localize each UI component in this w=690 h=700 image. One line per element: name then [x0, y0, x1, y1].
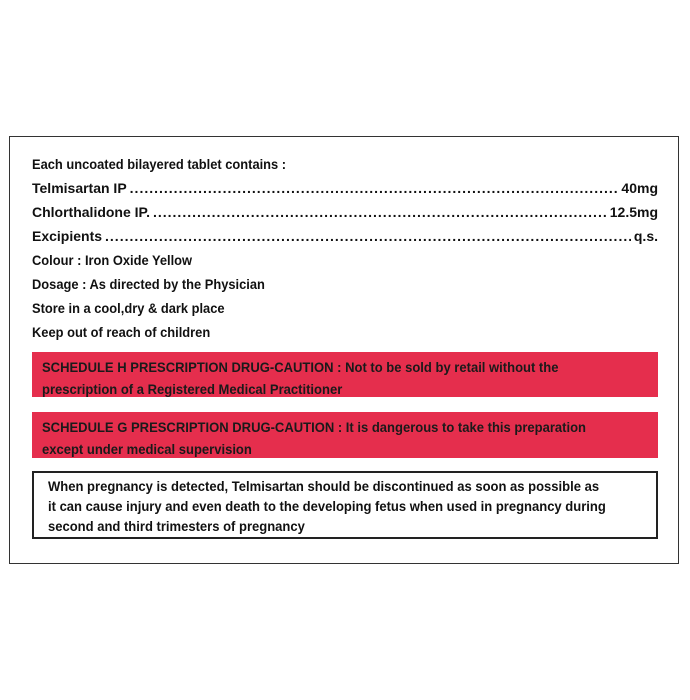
ingredient-amount: q.s. — [633, 228, 658, 244]
children-warning-line: Keep out of reach of children — [32, 324, 211, 340]
schedule-h-line-1: SCHEDULE H PRESCRIPTION DRUG-CAUTION : Not to be sold by retail without the — [42, 359, 559, 375]
schedule-g-caution-banner — [32, 412, 658, 458]
pregnancy-warning-line-3: second and third trimesters of pregnancy — [48, 518, 305, 534]
ingredient-amount: 40mg — [621, 180, 658, 196]
ingredient-name: Chlorthalidone IP. — [32, 204, 150, 220]
composition-header: Each uncoated bilayered tablet contains : — [32, 156, 287, 172]
colour-line: Colour : Iron Oxide Yellow — [32, 252, 193, 268]
ingredient-row-telmisartan — [32, 176, 658, 200]
pregnancy-warning-line-1: When pregnancy is detected, Telmisartan should be discontinued as soon as possible as — [48, 478, 600, 494]
pregnancy-warning-line-2: it can cause injury and even death to the developing fetus when used in pregnancy during — [48, 498, 606, 514]
ingredient-name: Excipients — [32, 228, 103, 244]
schedule-h-caution-banner — [32, 352, 658, 397]
schedule-g-line-2: except under medical supervision — [42, 441, 252, 457]
storage-line: Store in a cool,dry & dark place — [32, 300, 225, 316]
dot-leader — [153, 200, 607, 224]
ingredient-row-excipients — [32, 224, 658, 248]
ingredient-name: Telmisartan IP — [32, 180, 127, 196]
ingredient-row-chlorthalidone — [32, 200, 658, 224]
ingredient-amount: 12.5mg — [609, 204, 658, 220]
dot-leader — [105, 224, 631, 248]
schedule-h-line-2: prescription of a Registered Medical Practitioner — [42, 381, 343, 397]
medicine-label-card — [9, 136, 679, 564]
dot-leader — [130, 176, 619, 200]
pregnancy-warning-box — [32, 471, 658, 539]
schedule-g-line-1: SCHEDULE G PRESCRIPTION DRUG-CAUTION : It is dangerous to take this preparation — [42, 419, 587, 435]
composition-section — [32, 152, 658, 344]
dosage-line: Dosage : As directed by the Physician — [32, 276, 265, 292]
